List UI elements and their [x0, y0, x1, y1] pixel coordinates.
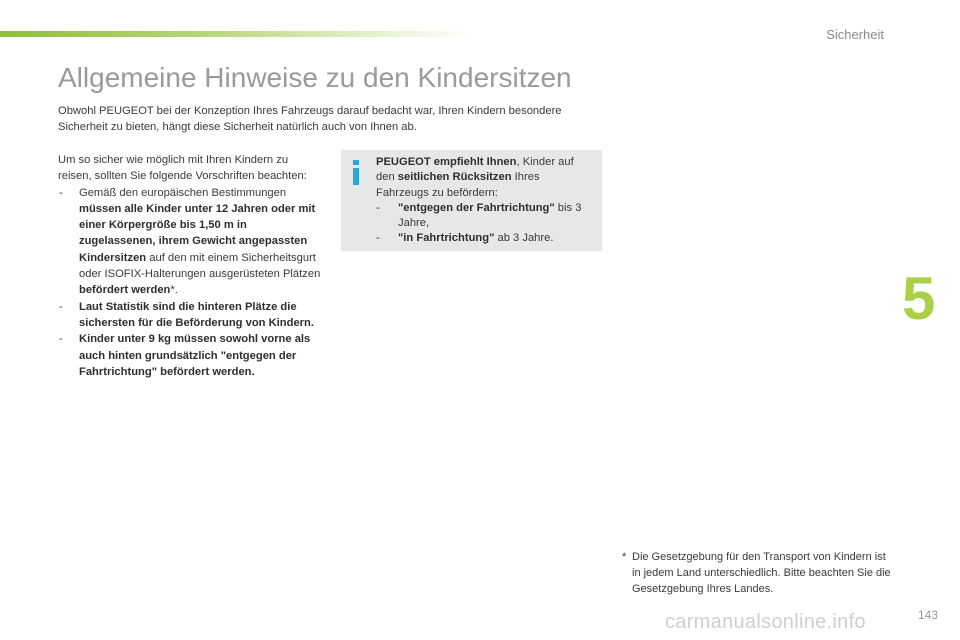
recommendation-bold: PEUGEOT empfiehlt Ihnen: [376, 156, 517, 168]
rule-3-bold: Kinder unter 9 kg müssen sowohl vorne als auch hinten grundsätzlich "entgegen der Fahrtrichtung" befördert werden.: [79, 333, 311, 378]
footnote-mark: *: [170, 284, 175, 297]
rule-item-3: [58, 331, 323, 380]
chapter-number: 5: [902, 265, 936, 332]
section-label: Sicherheit: [826, 27, 884, 42]
recommendation-seats: seitlichen Rücksitzen: [397, 171, 512, 184]
recommendation-t1: , Kinder auf den: [376, 156, 574, 184]
recommendation-list: [376, 201, 592, 247]
recommendation-box: [341, 150, 602, 251]
rule-1-end: .: [174, 284, 178, 297]
rule-1-pre: Gemäß den europäischen Bestimmungen: [79, 186, 287, 199]
rules-lead: Um so sicher wie möglich mit Ihren Kindern zu reisen, sollten Sie folgende Vorschriften beachten:: [58, 154, 307, 183]
footnote-marker: *: [622, 551, 627, 563]
rules-column: [58, 152, 323, 380]
rule-1-bold: müssen alle Kinder unter 12 Jahren oder mit einer Körpergröße bis 1,50 m in zugelassenen, ihrem Gewicht angepassten Kindersitzen: [79, 202, 316, 264]
recommendation-item-2-bold: "in Fahrtrichtung": [398, 232, 495, 245]
info-icon: [353, 160, 359, 185]
rule-1-bold-end: befördert werden: [79, 284, 171, 297]
recommendation-item-1-bold: "entgegen der Fahrtrichtung": [398, 201, 555, 214]
page-title: Allgemeine Hinweise zu den Kindersitzen: [58, 62, 572, 93]
intro-paragraph: Obwohl PEUGEOT bei der Konzeption Ihres Fahrzeugs darauf bedacht war, Ihren Kindern besondere Sicherheit zu bieten, hängt diese Sicherheit natürlich auch von Ihnen ab.: [58, 105, 562, 133]
rules-list: [58, 185, 323, 381]
header-accent-bar: [0, 31, 470, 37]
watermark: carmanualsonline.info: [665, 611, 866, 633]
footnote-text: Die Gesetzgebung für den Transport von Kindern ist in jedem Land unterschiedlich. Bitte beachten Sie die Gesetzgebung Ihres Landes.: [632, 551, 891, 595]
recommendation-item-1: [376, 201, 592, 232]
page-number: 143: [917, 608, 938, 622]
rule-1-mid: auf den mit einem Sicherheitsgurt oder ISOFIX-Halterungen ausgerüsteten Plätzen: [79, 251, 321, 281]
recommendation-text: [376, 155, 592, 201]
recommendation-item-1-text: bis 3 Jahre,: [398, 201, 582, 230]
rule-item-2: [58, 299, 323, 332]
recommendation-item-2-text: ab 3 Jahre.: [494, 232, 554, 245]
recommendation-t2: Ihres Fahrzeugs zu befördern:: [376, 171, 540, 199]
rule-item-1: [58, 185, 323, 299]
recommendation-item-2: [376, 231, 592, 246]
rule-2-bold: Laut Statistik sind die hinteren Plätze die sichersten für die Beförderung von Kindern.: [79, 300, 314, 329]
footnote: [622, 549, 892, 597]
